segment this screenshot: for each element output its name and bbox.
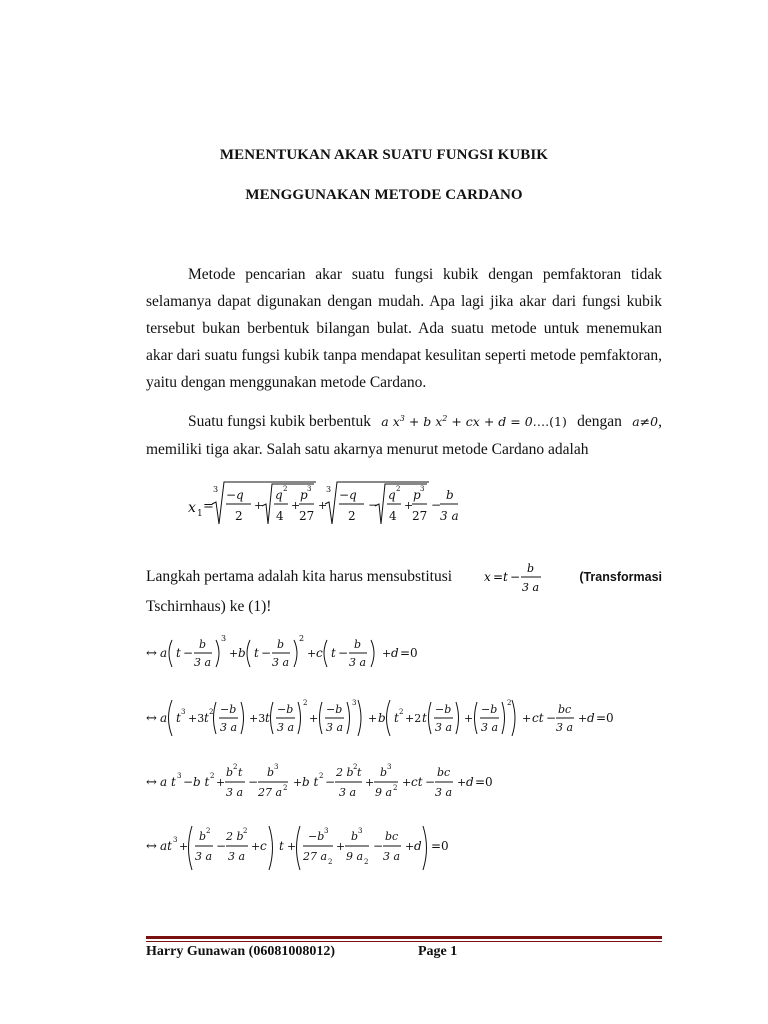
transformation-label: (Transformasi [579, 570, 662, 584]
svg-text:p: p [300, 488, 308, 502]
svg-text:2: 2 [399, 708, 404, 716]
svg-text:−: − [368, 498, 379, 512]
svg-text:3 a: 3 a [349, 656, 367, 669]
svg-text:−: − [261, 646, 272, 660]
svg-text:b: b [351, 830, 359, 843]
document-title-line2: MENGGUNAKAN METODE CARDANO [245, 187, 523, 203]
svg-text:3 a: 3 a [272, 656, 290, 669]
svg-text:2: 2 [364, 858, 369, 866]
svg-text:3: 3 [181, 708, 186, 716]
svg-text:27 a: 27 a [303, 850, 328, 863]
svg-text:t: t [331, 646, 336, 660]
svg-text:−: − [248, 775, 259, 789]
svg-text:9 a: 9 a [375, 786, 393, 799]
svg-text:2: 2 [206, 827, 211, 835]
footer-rule-thin [146, 941, 662, 942]
svg-text:a t: a t [160, 775, 176, 789]
condition-equation: a≠0, [632, 413, 662, 430]
svg-text:3: 3 [173, 836, 178, 844]
svg-text:−: − [373, 839, 384, 853]
svg-text:3 a: 3 a [228, 850, 246, 863]
svg-text:b t: b t [193, 775, 210, 789]
svg-text:+: + [309, 712, 319, 725]
svg-text:+: + [307, 647, 317, 660]
svg-text:+3: +3 [249, 712, 266, 725]
svg-text:+3: +3 [188, 712, 205, 725]
svg-text:2: 2 [235, 509, 243, 523]
svg-text:+: + [216, 776, 226, 789]
svg-text:b: b [238, 646, 246, 660]
substitution-line [146, 557, 662, 597]
svg-text:3 a: 3 a [383, 850, 401, 863]
svg-text:a: a [160, 711, 168, 725]
svg-text:+: + [293, 776, 303, 789]
svg-text:3 a: 3 a [194, 656, 212, 669]
cubic-form-text: Suatu fungsi kubik berbentuk [188, 413, 371, 430]
svg-text:+: + [287, 840, 297, 853]
svg-text:3: 3 [326, 485, 332, 494]
svg-text:−: − [325, 775, 336, 789]
svg-text:−: − [425, 775, 436, 789]
svg-text:b: b [277, 638, 285, 651]
svg-text:3: 3 [274, 763, 279, 771]
cubic-roots-line: memiliki tiga akar. Salah satu akarnya menurut metode Cardano adalah [146, 441, 589, 458]
substitution-equation [484, 557, 548, 597]
svg-text:2: 2 [283, 485, 288, 493]
svg-text:+: + [291, 499, 301, 512]
svg-text:−: − [183, 775, 194, 789]
svg-text:=0: =0 [475, 775, 493, 789]
svg-text:+: + [404, 499, 414, 512]
svg-text:9 a: 9 a [346, 850, 364, 863]
svg-text:3 a: 3 a [220, 721, 238, 734]
svg-text:↔: ↔ [146, 839, 157, 854]
svg-text:1: 1 [197, 509, 203, 519]
svg-text:d: d [587, 711, 595, 725]
svg-text:3 a: 3 a [481, 721, 499, 734]
svg-text:=0: =0 [400, 646, 418, 660]
svg-text:at: at [160, 839, 172, 853]
svg-text:b: b [199, 638, 207, 651]
svg-text:+: + [254, 499, 264, 512]
expansion-equation-3 [146, 758, 506, 808]
svg-text:c: c [260, 839, 267, 853]
svg-text:d: d [391, 646, 399, 660]
svg-text:3: 3 [213, 485, 219, 494]
svg-text:+: + [251, 840, 261, 853]
svg-text:b: b [354, 638, 362, 651]
svg-text:3: 3 [358, 827, 363, 835]
svg-text:b: b [199, 830, 207, 843]
svg-text:−q: −q [226, 488, 244, 502]
svg-text:d: d [414, 839, 422, 853]
svg-text:t: t [265, 711, 270, 725]
svg-text:−: − [546, 711, 557, 725]
svg-text:bc: bc [385, 830, 399, 843]
svg-text:t: t [502, 570, 508, 584]
svg-text:2 b: 2 b [226, 830, 244, 843]
svg-text:−b: −b [308, 830, 325, 843]
svg-text:3: 3 [387, 763, 392, 771]
svg-text:b: b [526, 562, 534, 575]
svg-text:3 a: 3 a [226, 786, 244, 799]
cardano-formula [146, 476, 466, 532]
svg-text:3: 3 [352, 699, 357, 707]
svg-text:=: = [203, 499, 214, 514]
svg-text:x: x [483, 570, 491, 584]
svg-text:3 a: 3 a [326, 721, 344, 734]
svg-text:3: 3 [221, 634, 227, 643]
svg-text:b: b [267, 766, 275, 779]
svg-text:2: 2 [210, 772, 215, 780]
svg-text:=: = [492, 570, 503, 584]
svg-text:+: + [336, 840, 346, 853]
svg-text:t: t [204, 711, 209, 725]
svg-text:3 a: 3 a [556, 721, 574, 734]
svg-text:↔: ↔ [146, 711, 157, 726]
svg-text:2: 2 [393, 784, 398, 792]
svg-text:2: 2 [233, 763, 238, 771]
svg-text:+: + [464, 712, 474, 725]
svg-text:3: 3 [177, 772, 182, 780]
svg-text:3: 3 [324, 827, 329, 835]
svg-text:4: 4 [276, 509, 284, 523]
svg-text:−b: −b [277, 703, 294, 716]
svg-text:2: 2 [396, 485, 401, 493]
svg-text:−: − [431, 498, 442, 512]
svg-text:p: p [413, 488, 421, 502]
svg-text:bc: bc [437, 766, 451, 779]
svg-text:bc: bc [558, 703, 572, 716]
svg-text:+: + [368, 712, 378, 725]
svg-text:ct: ct [411, 775, 423, 789]
svg-text:4: 4 [389, 509, 397, 523]
svg-text:↔: ↔ [146, 646, 157, 661]
svg-text:−b: −b [481, 703, 498, 716]
svg-text:+: + [578, 712, 588, 725]
svg-text:2: 2 [507, 699, 512, 707]
svg-text:d: d [466, 775, 474, 789]
svg-text:−b: −b [326, 703, 343, 716]
cubic-form-equation: a $x^3 + b$ $x^2$ + cx + d = 0….(1) [381, 413, 567, 429]
svg-text:2: 2 [283, 784, 288, 792]
svg-text:b: b [446, 488, 454, 502]
svg-text:27: 27 [299, 509, 315, 523]
svg-text:2: 2 [328, 858, 333, 866]
svg-text:q: q [388, 488, 396, 502]
svg-text:2: 2 [348, 509, 356, 523]
svg-text:+2: +2 [405, 712, 422, 725]
svg-text:2: 2 [353, 763, 358, 771]
svg-text:q: q [275, 488, 283, 502]
svg-text:−: − [338, 646, 349, 660]
intro-paragraph [146, 261, 662, 396]
svg-text:3: 3 [420, 485, 425, 493]
svg-text:t: t [357, 766, 362, 779]
svg-text:=0: =0 [596, 711, 614, 725]
svg-text:t: t [176, 646, 181, 660]
svg-text:3 a: 3 a [435, 786, 453, 799]
svg-text:t: t [394, 711, 399, 725]
expansion-equation-1 [146, 630, 426, 676]
svg-text:↔: ↔ [146, 775, 157, 790]
svg-text:+: + [365, 776, 375, 789]
svg-text:−b: −b [435, 703, 452, 716]
svg-text:+: + [382, 647, 392, 660]
svg-text:2 b: 2 b [336, 766, 354, 779]
svg-text:b: b [380, 766, 388, 779]
svg-text:+: + [522, 712, 532, 725]
svg-text:2: 2 [319, 772, 324, 780]
svg-text:2: 2 [243, 827, 248, 835]
svg-text:3: 3 [307, 485, 312, 493]
substitution-text: Langkah pertama adalah kita harus mensubstitusi [146, 568, 453, 585]
svg-text:t: t [422, 711, 427, 725]
svg-text:3 a: 3 a [339, 786, 357, 799]
svg-text:+: + [179, 840, 189, 853]
footer-page-number: Page 1 [418, 944, 458, 959]
svg-text:2: 2 [209, 708, 214, 716]
svg-text:3 a: 3 a [521, 581, 539, 594]
svg-text:c: c [316, 646, 323, 660]
svg-text:t: t [279, 839, 284, 853]
document-title-line1: MENENTUKAN AKAR SUATU FUNGSI KUBIK [219, 147, 549, 163]
svg-text:b t: b t [302, 775, 319, 789]
svg-text:−: − [183, 646, 194, 660]
svg-text:−: − [509, 570, 520, 584]
intro-paragraph-text: Metode pencarian akar suatu fungsi kubik dengan pemfaktoran tidak selamanya dapat digunakan dengan mudah. Apa lagi jika akar dari fungsi kubik tersebut bukan berbentuk bilangan bulat. Ada suatu metode untuk menemukan akar dari suatu fungsi kubik tanpa mendapat kesulitan seperti metode pemfaktoran, yaitu dengan menggunakan metode Cardano. [146, 266, 662, 391]
svg-text:+: + [457, 776, 467, 789]
svg-text:3 a: 3 a [440, 509, 459, 523]
svg-text:2: 2 [299, 634, 305, 643]
svg-text:−q: −q [339, 488, 357, 502]
svg-text:27: 27 [412, 509, 428, 523]
tschirnhaus-line: Tschirnhaus) ke (1)! [146, 598, 272, 615]
svg-text:3 a: 3 a [195, 850, 213, 863]
svg-text:+: + [318, 499, 328, 512]
svg-text:+: + [405, 840, 415, 853]
footer-author: Harry Gunawan (06081008012) [146, 944, 335, 959]
cubic-form-line [188, 413, 662, 431]
svg-text:=0: =0 [431, 839, 449, 853]
svg-text:−b: −b [220, 703, 237, 716]
svg-text:2: 2 [303, 699, 308, 707]
expansion-equation-2 [146, 692, 616, 744]
footer-rule-thick [146, 936, 662, 939]
svg-text:b: b [378, 711, 386, 725]
svg-text:+: + [229, 647, 239, 660]
svg-text:ct: ct [532, 711, 544, 725]
svg-text:3 a: 3 a [277, 721, 295, 734]
svg-text:−: − [216, 839, 227, 853]
dengan-text: dengan [577, 413, 622, 430]
svg-text:t: t [238, 766, 243, 779]
svg-text:b: b [226, 766, 234, 779]
svg-text:27 a: 27 a [258, 786, 283, 799]
svg-text:x: x [188, 500, 196, 516]
svg-text:3 a: 3 a [435, 721, 453, 734]
svg-text:t: t [254, 646, 259, 660]
svg-text:t: t [176, 711, 181, 725]
expansion-equation-4 [146, 820, 456, 876]
svg-text:+: + [402, 776, 412, 789]
svg-text:a: a [160, 646, 168, 660]
